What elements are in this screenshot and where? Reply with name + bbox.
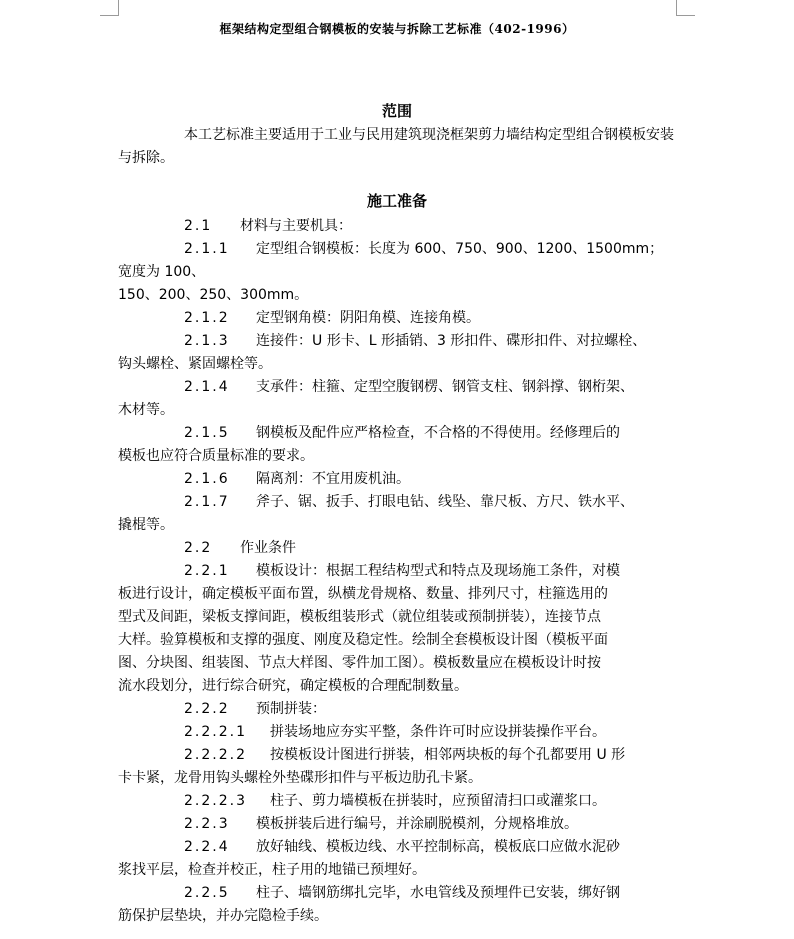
section-title-scope: 范围 (381, 102, 412, 120)
list-line (118, 215, 688, 238)
list-line (118, 284, 688, 307)
list-line (118, 721, 688, 744)
list-line (118, 445, 688, 468)
item-text: 模板拼装后进行编号，并涂刷脱模剂，分规格堆放。 (256, 816, 578, 832)
item-text: 定型钢角模：阴阳角模、连接角模。 (256, 310, 480, 326)
list-line (118, 882, 688, 905)
list-line (118, 813, 688, 836)
item-text: 卡卡紧，龙骨用钩头螺栓外垫碟形扣件与平板边肋孔卡紧。 (118, 770, 482, 786)
section-title-preparation: 施工准备 (366, 192, 427, 210)
list-line (118, 836, 688, 859)
item-text: 浆找平层，检查并校正，柱子用的地锚已预埋好。 (118, 862, 426, 878)
item-text: 筋保护层垫块，并办完隐检手续。 (118, 908, 328, 924)
list-line (118, 330, 688, 353)
list-line (118, 491, 688, 514)
list-line (118, 905, 688, 928)
list-line (118, 859, 688, 882)
item-text: 模板设计：根据工程结构型式和特点及现场施工条件，对模 (256, 563, 620, 579)
item-text: 板进行设计，确定模板平面布置，纵横龙骨规格、数量、排列尺寸，柱箍选用的 (118, 586, 608, 602)
list-line (118, 399, 688, 422)
item-number: 2.2.1 (184, 563, 230, 579)
list-line (118, 629, 688, 652)
item-number: 2.1.6 (184, 471, 230, 487)
item-text: 隔离剂：不宜用废机油。 (256, 471, 410, 487)
scope-paragraph (118, 124, 680, 170)
list-line (118, 790, 688, 813)
item-number: 2.2.2.1 (184, 724, 247, 740)
item-text: 图、分块图、组装图、节点大样图、零件加工图）。模板数量应在模板设计时按 (118, 655, 601, 671)
item-text: 模板也应符合质量标准的要求。 (118, 448, 314, 464)
item-number: 2.2.4 (184, 839, 230, 855)
item-number: 2.2 (184, 540, 213, 556)
scope-text: 本工艺标准主要适用于工业与民用建筑现浇框架剪力墙结构定型组合钢模板安装与拆除。 (118, 127, 674, 166)
list-line (118, 261, 688, 284)
item-number: 2.1.5 (184, 425, 230, 441)
item-text: 流水段划分，进行综合研究，确定模板的合理配制数量。 (118, 678, 468, 694)
list-line (118, 353, 688, 376)
item-number: 2.1.2 (184, 310, 230, 326)
item-text: 放好轴线、模板边线、水平控制标高，模板底口应做水泥砂 (256, 839, 620, 855)
list-line (118, 537, 688, 560)
item-number: 2.1.3 (184, 333, 230, 349)
crop-mark-top-right-horizontal (676, 15, 695, 16)
item-text: 斧子、锯、扳手、打眼电钻、线坠、靠尺板、方尺、铁水平、 (256, 494, 634, 510)
item-text: 支承件：柱箍、定型空腹钢楞、钢管支柱、钢斜撑、钢桁架、 (256, 379, 634, 395)
list-line (118, 744, 688, 767)
item-text: 预制拼装： (256, 701, 326, 717)
item-text: 柱子、剪力墙模板在拼装时，应预留清扫口或灌浆口。 (270, 793, 606, 809)
item-text: 定型组合钢模板：长度为 600、750、900、1200、1500mm； (256, 241, 664, 257)
item-text: 按模板设计图进行拼装，相邻两块板的每个孔都要用 U 形 (270, 747, 626, 763)
item-number: 2.1.4 (184, 379, 230, 395)
list-line (118, 652, 688, 675)
list-line (118, 514, 688, 537)
list-line (118, 422, 688, 445)
list-line (118, 675, 688, 698)
item-text: 木材等。 (118, 402, 174, 418)
list-line (118, 698, 688, 721)
item-number: 2.2.5 (184, 885, 230, 901)
list-line (118, 468, 688, 491)
item-text: 连接件：U 形卡、L 形插销、3 形扣件、碟形扣件、对拉螺栓、 (256, 333, 647, 349)
list-line (118, 238, 688, 261)
crop-mark-top-left-horizontal (100, 15, 119, 16)
list-line (118, 767, 688, 790)
item-number: 2.1.7 (184, 494, 230, 510)
item-number: 2.2.2.2 (184, 747, 247, 763)
item-text: 型式及间距，梁板支撑间距，模板组装形式（就位组装或预制拼装），连接节点 (118, 609, 601, 625)
item-text: 大样。验算模板和支撑的强度、刚度及稳定性。绘制全套模板设计图（模板平面 (118, 632, 608, 648)
list-line (118, 560, 688, 583)
item-text: 柱子、墙钢筋绑扎完毕，水电管线及预埋件已安装，绑好钢 (256, 885, 620, 901)
item-text: 作业条件 (240, 540, 296, 556)
item-text: 拼装场地应夯实平整，条件许可时应设拼装操作平台。 (270, 724, 606, 740)
item-text: 材料与主要机具： (240, 218, 352, 234)
item-text: 宽度为 100、 (118, 264, 206, 280)
crop-mark-top-left-vertical (118, 0, 119, 16)
item-text: 撬棍等。 (118, 517, 174, 533)
item-number: 2.2.2 (184, 701, 230, 717)
item-number: 2.2.2.3 (184, 793, 247, 809)
item-number: 2.2.3 (184, 816, 230, 832)
list-line (118, 583, 688, 606)
list-line (118, 307, 688, 330)
item-text: 150、200、250、300mm。 (118, 287, 309, 303)
list-line (118, 606, 688, 629)
item-number: 2.1.1 (184, 241, 230, 257)
document-header: 框架结构定型组合钢模板的安装与拆除工艺标准（402-1996） (219, 22, 575, 36)
item-text: 钢模板及配件应严格检查，不合格的不得使用。经修理后的 (256, 425, 620, 441)
crop-mark-top-right-vertical (676, 0, 677, 16)
item-text: 钩头螺栓、紧固螺栓等。 (118, 356, 272, 372)
item-number: 2.1 (184, 218, 213, 234)
list-line (118, 376, 688, 399)
